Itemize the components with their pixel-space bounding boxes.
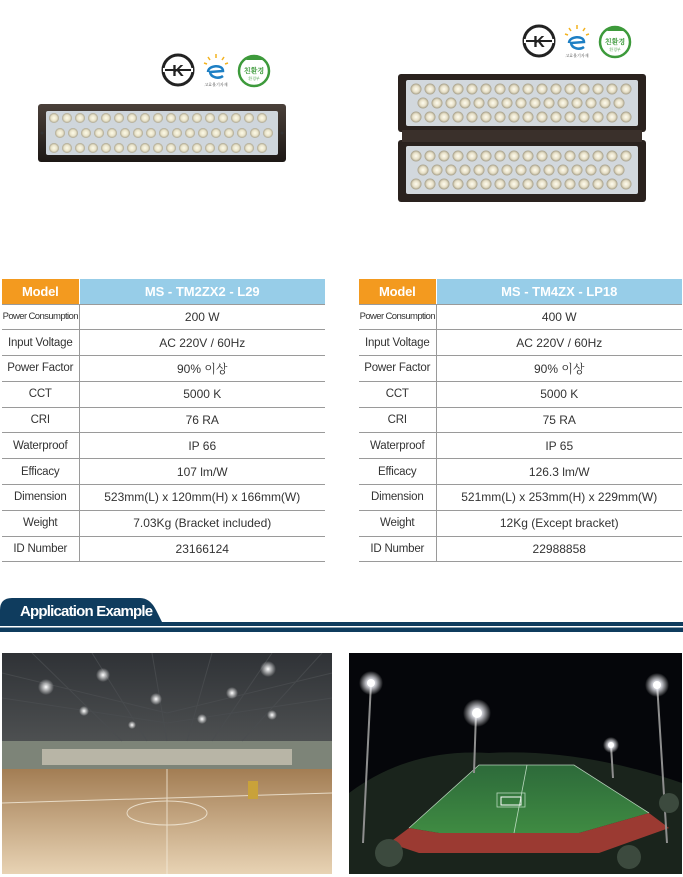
eco-mark-caption: 환경부 [248, 76, 260, 81]
spec-row [359, 407, 682, 433]
spec-label: Power Factor [2, 356, 79, 382]
spec-value: 400 W [436, 304, 682, 330]
spec-value: 90% 이상 [436, 356, 682, 382]
spec-value: 22988858 [436, 536, 682, 562]
spec-row [2, 510, 325, 536]
spec-row [359, 304, 682, 330]
led-floodlight-dual-illustration [398, 74, 646, 202]
spec-row [2, 304, 325, 330]
spec-value: 90% 이상 [79, 356, 325, 382]
spec-value: 200 W [79, 304, 325, 330]
kc-mark-letter: K [172, 63, 184, 80]
spec-label: CRI [2, 407, 79, 433]
spec-label: Waterproof [359, 433, 436, 459]
spec-row [359, 356, 682, 382]
spec-header-row [359, 279, 682, 304]
spec-label: Weight [359, 510, 436, 536]
spec-value: 126.3 lm/W [436, 459, 682, 485]
spec-value: 76 RA [79, 407, 325, 433]
spec-row [2, 485, 325, 511]
spec-row [2, 433, 325, 459]
spec-row [359, 330, 682, 356]
cert-marks-product-1 [161, 52, 271, 88]
spec-row [2, 459, 325, 485]
spec-row [2, 536, 325, 562]
spec-label: CCT [2, 381, 79, 407]
spec-header-row [2, 279, 325, 304]
kc-certification-icon [522, 24, 556, 58]
cert-marks-product-2 [522, 23, 632, 59]
spec-value: 5000 K [436, 381, 682, 407]
spec-value: 521mm(L) x 253mm(H) x 229mm(W) [436, 485, 682, 511]
spec-table-tm2zx2 [2, 279, 325, 562]
application-photo-football-field [349, 653, 682, 874]
kc-certification-icon [161, 53, 195, 87]
energy-mark-caption: 고효율기자재 [565, 53, 589, 58]
eco-certification-icon [598, 23, 632, 59]
energy-mark-caption: 고효율기자재 [204, 82, 228, 87]
spec-row [359, 433, 682, 459]
model-header-label: Model [359, 279, 436, 304]
spec-label: Input Voltage [2, 330, 79, 356]
spec-value: IP 66 [79, 433, 325, 459]
spec-row [2, 356, 325, 382]
spec-label: CRI [359, 407, 436, 433]
spec-label: Efficacy [2, 459, 79, 485]
eco-mark-caption: 환경부 [609, 47, 621, 52]
spec-label: Dimension [359, 485, 436, 511]
energy-efficiency-icon [562, 24, 592, 58]
spec-label: Waterproof [2, 433, 79, 459]
product-image-tm2zx2 [38, 104, 286, 167]
spec-label: Power Consumption [359, 304, 436, 330]
model-name: MS - TM2ZX2 - L29 [79, 279, 325, 304]
energy-efficiency-icon [201, 53, 231, 87]
spec-value: AC 220V / 60Hz [79, 330, 325, 356]
spec-value: 12Kg (Except bracket) [436, 510, 682, 536]
application-photo-gymnasium [2, 653, 332, 874]
spec-label: Dimension [2, 485, 79, 511]
spec-table-tm4zx [359, 279, 682, 562]
eco-mark-label: 친환경 [243, 67, 265, 75]
spec-label: Efficacy [359, 459, 436, 485]
model-name: MS - TM4ZX - LP18 [436, 279, 682, 304]
spec-label: ID Number [359, 536, 436, 562]
spec-row [359, 381, 682, 407]
spec-row [2, 381, 325, 407]
led-floodlight-single-illustration [38, 104, 286, 162]
spec-value: 107 lm/W [79, 459, 325, 485]
spec-row [359, 536, 682, 562]
model-header-label: Model [2, 279, 79, 304]
spec-value: 5000 K [79, 381, 325, 407]
spec-label: Weight [2, 510, 79, 536]
spec-label: CCT [359, 381, 436, 407]
product-image-tm4zx [398, 74, 646, 207]
spec-label: Power Consumption [2, 304, 79, 330]
kc-mark-letter: K [533, 34, 545, 51]
spec-value: AC 220V / 60Hz [436, 330, 682, 356]
spec-row [2, 407, 325, 433]
spec-value: 23166124 [79, 536, 325, 562]
spec-value: 75 RA [436, 407, 682, 433]
spec-row [359, 510, 682, 536]
spec-label: Input Voltage [359, 330, 436, 356]
spec-value: 523mm(L) x 120mm(H) x 166mm(W) [79, 485, 325, 511]
spec-value: IP 65 [436, 433, 682, 459]
spec-row [359, 459, 682, 485]
spec-row [2, 330, 325, 356]
spec-value: 7.03Kg (Bracket included) [79, 510, 325, 536]
application-section-title: Application Example [20, 603, 153, 620]
eco-certification-icon [237, 52, 271, 88]
spec-label: Power Factor [359, 356, 436, 382]
spec-label: ID Number [2, 536, 79, 562]
eco-mark-label: 친환경 [604, 38, 626, 46]
spec-row [359, 485, 682, 511]
